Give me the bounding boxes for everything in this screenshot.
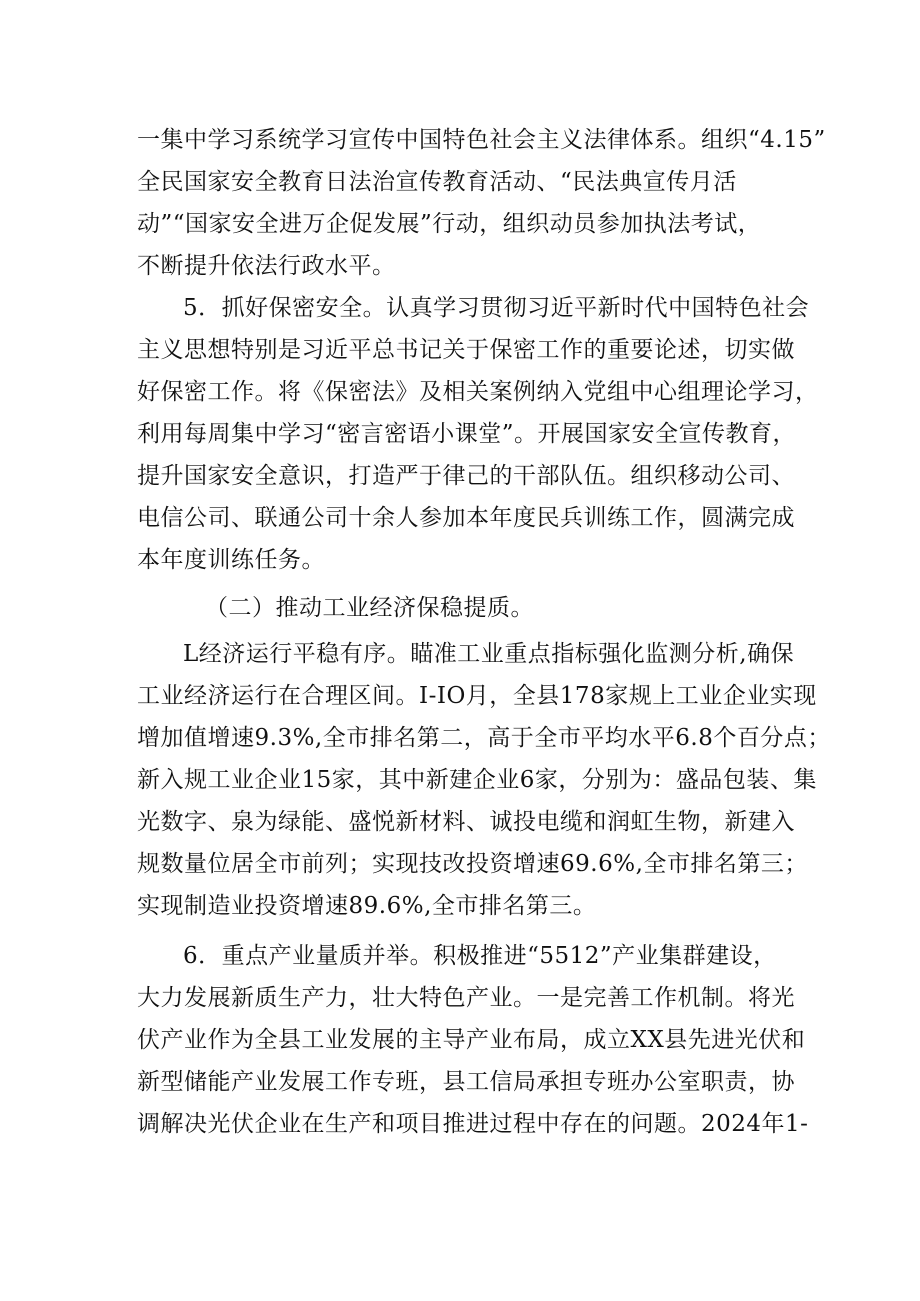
text-line: 伏产业作为全县工业发展的主导产业布局，成立XX县先进光伏和 xyxy=(137,1027,806,1053)
text-line: 规数量位居全市前列；实现技改投资增速69.6%,全市排名第三； xyxy=(137,851,808,877)
text-line: 电信公司、联通公司十余人参加本年度民兵训练工作，圆满完成 xyxy=(137,505,795,531)
text-line: 一集中学习系统学习宣传中国特色社会主义法律体系。组织“4.15” xyxy=(137,127,826,153)
text-line: 利用每周集中学习“密言密语小课堂”。开展国家安全宣传教育， xyxy=(137,421,797,447)
text-line: 主义思想特别是习近平总书记关于保密工作的重要论述，切实做 xyxy=(137,337,795,363)
text-line: 提升国家安全意识，打造严于律己的干部队伍。组织移动公司、 xyxy=(137,463,795,489)
text-line: 光数字、泉为绿能、盛悦新材料、诚投电缆和润虹生物，新建入 xyxy=(137,809,795,835)
text-line: 不断提升依法行政水平。 xyxy=(137,253,396,279)
section-heading: （二）推动工业经济保稳提质。 xyxy=(205,595,534,621)
text-line: 实现制造业投资增速89.6%,全市排名第三。 xyxy=(137,893,597,919)
text-line: 新型储能产业发展工作专班，县工信局承担专班办公室职责，协 xyxy=(137,1069,795,1095)
text-line: 6．重点产业量质并举。积极推进“5512”产业集群建设， xyxy=(183,943,777,969)
text-line: 工业经济运行在合理区间。I-IO月，全县178家规上工业企业实现 xyxy=(137,683,817,709)
text-line: 大力发展新质生产力，壮大特色产业。一是完善工作机制。将光 xyxy=(137,985,795,1011)
text-line: 5．抓好保密安全。认真学习贯彻习近平新时代中国特色社会 xyxy=(183,295,810,321)
text-line: 调解决光伏企业在生产和项目推进过程中存在的问题。2024年1- xyxy=(137,1111,809,1137)
text-line: 好保密工作。将《保密法》及相关案例纳入党组中心组理论学习， xyxy=(137,379,819,405)
text-line: 本年度训练任务。 xyxy=(137,547,325,573)
text-line: 增加值增速9.3%,全市排名第二，高于全市平均水平6.8个百分点； xyxy=(137,725,831,751)
text-line: L经济运行平稳有序。瞄准工业重点指标强化监测分析,确保 xyxy=(183,641,795,667)
text-line: 新入规工业企业15家，其中新建企业6家，分别为：盛品包装、集 xyxy=(137,767,817,793)
text-line: 动”“国家安全进万企促发展”行动，组织动员参加执法考试， xyxy=(137,211,762,237)
text-line: 全民国家安全教育日法治宣传教育活动、“民法典宣传月活 xyxy=(137,169,737,195)
